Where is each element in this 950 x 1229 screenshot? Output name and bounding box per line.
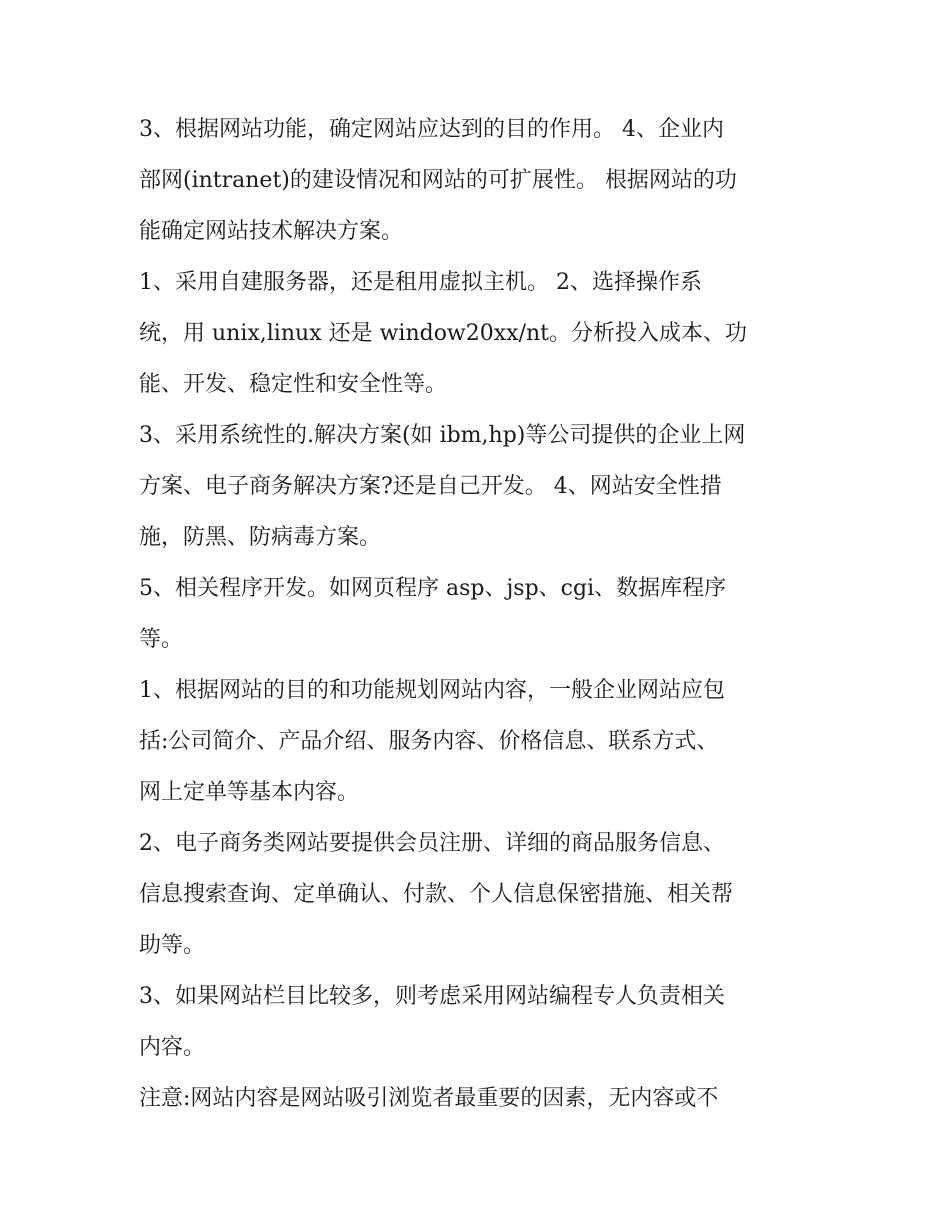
- text-line: 3、如果网站栏目比较多，则考虑采用网站编程专人负责相关: [139, 984, 725, 1009]
- document-body: [139, 104, 819, 1124]
- text-line: 施，防黑、防病毒方案。: [139, 525, 382, 550]
- text-line: 能、开发、稳定性和安全性等。: [139, 372, 448, 397]
- paragraph-many-columns: [139, 971, 819, 1073]
- paragraph-site-content-planning: [139, 665, 819, 818]
- text-line: 注意:网站内容是网站吸引浏览者最重要的因素，无内容或不: [139, 1086, 719, 1111]
- text-line: 5、相关程序开发。如网页程序 asp、jsp、cgi、数据库程序: [139, 576, 727, 601]
- text-line: 统，用 unix,linux 还是 window20xx/nt。分析投入成本、功: [139, 321, 747, 346]
- text-line: 能确定网站技术解决方案。: [139, 219, 404, 244]
- paragraph-function-and-intranet: [139, 104, 819, 257]
- paragraph-program-development: [139, 563, 819, 665]
- text-line: 1、采用自建服务器，还是租用虚拟主机。 2、选择操作系: [139, 270, 702, 295]
- text-line: 3、采用系统性的.解决方案(如 ibm,hp)等公司提供的企业上网: [139, 423, 746, 448]
- text-line: 2、电子商务类网站要提供会员注册、详细的商品服务信息、: [139, 831, 725, 856]
- text-line: 方案、电子商务解决方案?还是自己开发。 4、网站安全性措: [139, 474, 722, 499]
- text-line: 助等。: [139, 933, 206, 958]
- text-line: 网上定单等基本内容。: [139, 780, 360, 805]
- text-line: 1、根据网站的目的和功能规划网站内容，一般企业网站应包: [139, 678, 725, 703]
- text-line: 3、根据网站功能，确定网站应达到的目的作用。 4、企业内: [139, 117, 724, 142]
- paragraph-note: [139, 1073, 819, 1124]
- paragraph-ecommerce-content: [139, 818, 819, 971]
- text-line: 内容。: [139, 1035, 206, 1060]
- text-line: 信息搜索查询、定单确认、付款、个人信息保密措施、相关帮: [139, 882, 734, 907]
- text-line: 部网(intranet)的建设情况和网站的可扩展性。 根据网站的功: [139, 168, 737, 193]
- paragraph-solution-and-security: [139, 410, 819, 563]
- paragraph-server-and-os: [139, 257, 819, 410]
- text-line: 等。: [139, 627, 184, 652]
- text-line: 括:公司简介、产品介绍、服务内容、价格信息、联系方式、: [139, 729, 719, 754]
